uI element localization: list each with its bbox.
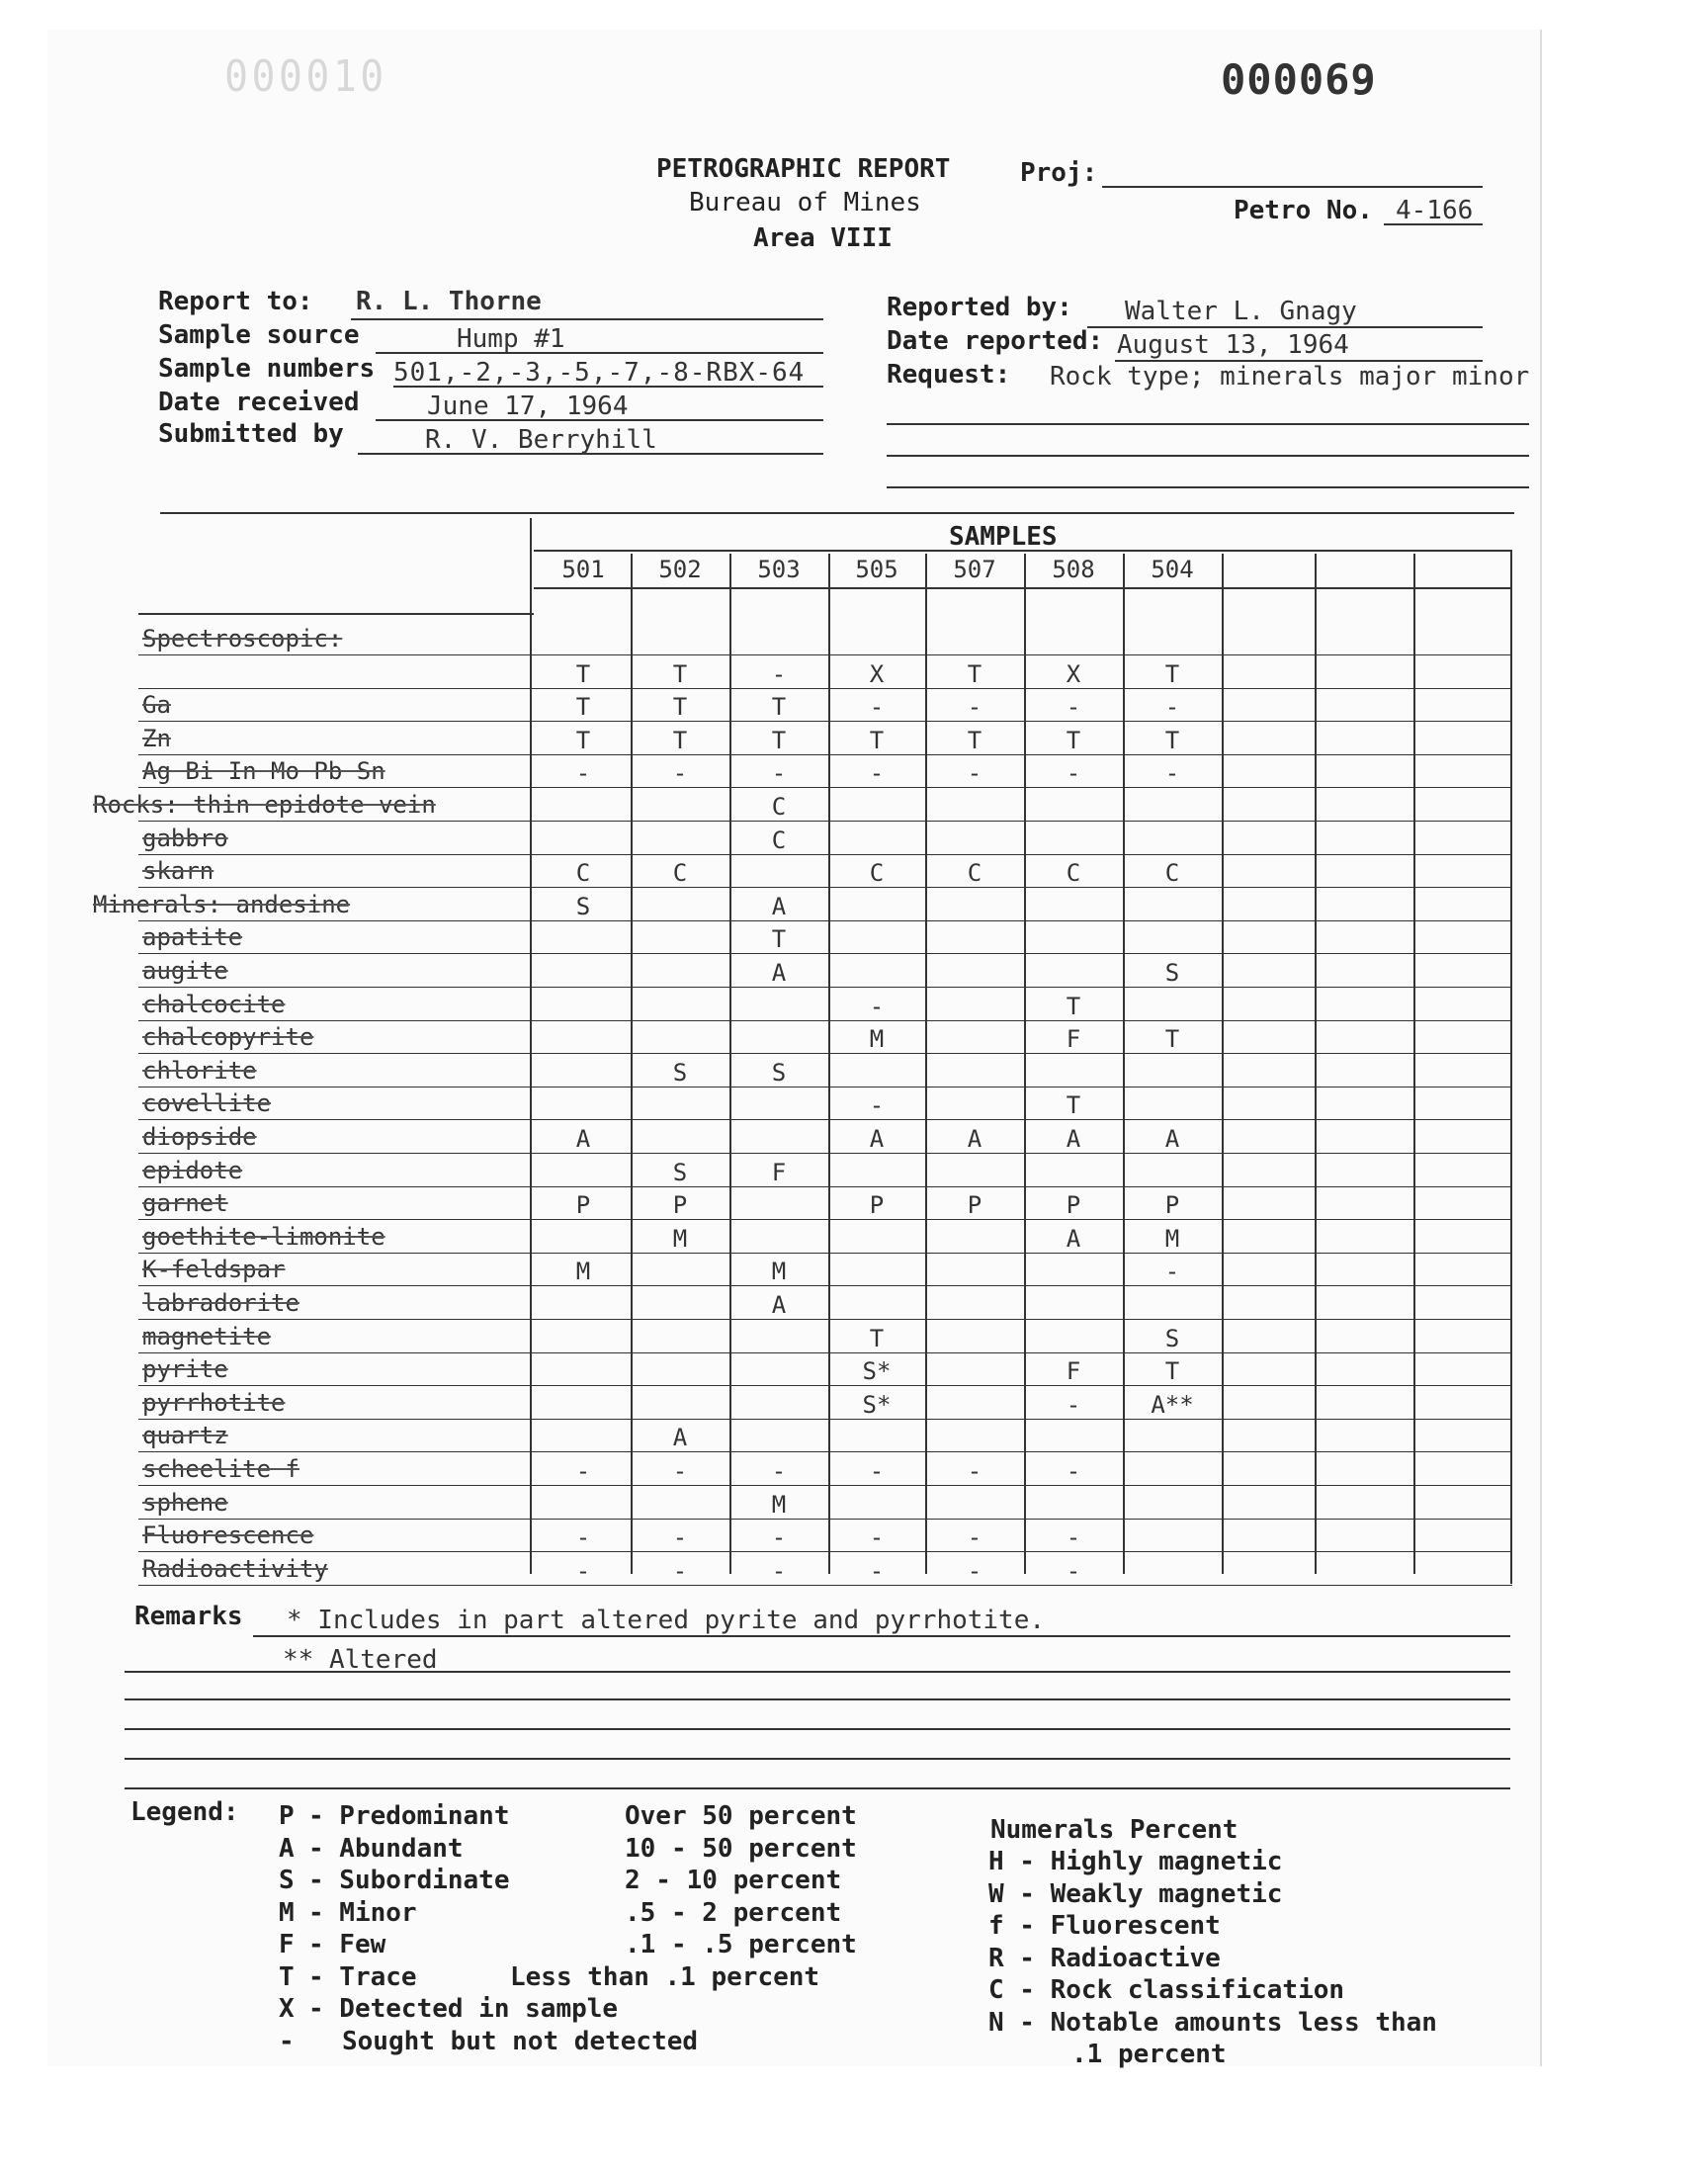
- legend-name: - Abundant: [308, 1833, 464, 1864]
- row-label: Spectroscopic:: [142, 625, 343, 652]
- column-divider: [925, 554, 927, 1574]
- table-cell: -: [672, 1556, 688, 1585]
- row-label: garnet: [142, 1189, 228, 1218]
- sample-numbers-underline: [393, 386, 823, 388]
- table-cell: C: [771, 793, 787, 821]
- date-received-underline: [376, 419, 823, 421]
- row-rule: [138, 1319, 1512, 1320]
- legend-name: - Few: [308, 1930, 386, 1959]
- table-cell: -: [1066, 1523, 1081, 1552]
- row-label: chalcopyrite: [142, 1023, 314, 1052]
- column-divider: [828, 554, 830, 1574]
- column-divider: [631, 554, 633, 1574]
- legend-name: - Minor: [308, 1897, 417, 1928]
- table-cell: -: [869, 1457, 885, 1485]
- table-cell: X: [869, 659, 885, 688]
- legend-code: P: [279, 1801, 295, 1831]
- table-cell: T: [771, 726, 787, 754]
- row-label: augite: [142, 957, 228, 985]
- legend-name: - Trace: [308, 1961, 417, 1992]
- table-cell: -: [869, 1523, 885, 1552]
- table-cell: -: [869, 693, 885, 722]
- report-to-value: R. L. Thorne: [356, 287, 542, 316]
- legend-right-title: Numerals Percent: [990, 1815, 1238, 1845]
- table-label-divider: [530, 518, 532, 1574]
- row-rule: [138, 987, 1512, 988]
- table-label-rule: [138, 613, 534, 615]
- petro-number: 4-166: [1396, 196, 1474, 225]
- legend-name: - Subordinate: [308, 1866, 510, 1895]
- row-label: Ga: [142, 691, 171, 720]
- legend-note: H - Highly magnetic: [988, 1847, 1283, 1876]
- row-label: gabbro: [142, 824, 228, 852]
- row-rule: [138, 1419, 1512, 1420]
- table-cell: M: [672, 1224, 688, 1253]
- column-header: 505: [855, 556, 898, 583]
- table-cell: T: [1066, 726, 1081, 754]
- column-divider: [1315, 554, 1317, 1574]
- table-cell: T: [575, 659, 591, 688]
- legend-label: Legend:: [130, 1797, 239, 1827]
- table-cell: T: [1164, 1025, 1180, 1054]
- row-rule: [138, 1551, 1512, 1552]
- row-rule: [138, 1253, 1512, 1254]
- column-divider: [1413, 554, 1415, 1574]
- table-cell: C: [575, 859, 591, 888]
- table-cell: -: [771, 1457, 787, 1485]
- table-cell: M: [771, 1490, 787, 1519]
- table-cell: -: [672, 1523, 688, 1552]
- column-header: 507: [953, 556, 996, 583]
- table-cell: A: [575, 1125, 591, 1153]
- table-cell: A: [771, 892, 787, 920]
- table-cell: C: [1066, 859, 1081, 888]
- row-rule: [138, 821, 1512, 822]
- sample-numbers-value: 501,-2,-3,-5,-7,-8-RBX-64: [393, 358, 806, 388]
- row-label: Ag Bi In Mo Pb Sn: [142, 757, 385, 786]
- legend-range: .1 - .5 percent: [625, 1930, 857, 1959]
- remarks-line-2: ** Altered: [283, 1645, 438, 1675]
- reported-by-value: Walter L. Gnagy: [1125, 297, 1357, 326]
- row-rule: [138, 654, 1512, 655]
- row-label: K-feldspar: [142, 1256, 286, 1284]
- table-cell: F: [1066, 1357, 1081, 1386]
- legend-range: Over 50 percent: [625, 1801, 857, 1831]
- table-cell: A: [1164, 1125, 1180, 1153]
- remarks-underline-5: [125, 1758, 1510, 1760]
- table-cell: -: [1066, 693, 1081, 722]
- petro-label: Petro No.: [1234, 196, 1373, 225]
- petro-underline: [1384, 223, 1483, 225]
- table-cell: T: [967, 659, 982, 688]
- row-rule: [138, 1385, 1512, 1386]
- table-cell: -: [1066, 1556, 1081, 1585]
- table-cell: T: [1164, 726, 1180, 754]
- table-cell: -: [771, 1556, 787, 1585]
- table-cell: M: [771, 1258, 787, 1286]
- row-label: epidote: [142, 1156, 243, 1184]
- row-label: goethite-limonite: [142, 1222, 385, 1251]
- row-rule: [138, 1153, 1512, 1154]
- proj-label: Proj:: [1020, 158, 1098, 188]
- legend-code: X: [279, 1994, 295, 2024]
- table-cell: -: [967, 759, 982, 788]
- table-cell: M: [869, 1025, 885, 1054]
- table-cell: -: [1066, 759, 1081, 788]
- date-reported-value: August 13, 1964: [1117, 330, 1349, 360]
- legend-note: .1 percent: [1071, 2040, 1227, 2069]
- row-label: Zn: [142, 724, 171, 752]
- remarks-underline-6: [125, 1787, 1510, 1789]
- page-stamp-right: 000069: [1221, 55, 1377, 104]
- page-stamp-left: 000010: [224, 51, 387, 102]
- sample-numbers-label: Sample numbers: [158, 354, 376, 384]
- row-rule: [138, 754, 1512, 755]
- table-cell: A**: [1151, 1390, 1194, 1419]
- column-divider: [729, 554, 731, 1574]
- submitted-by-value: R. V. Berryhill: [425, 425, 657, 455]
- table-cell: -: [1164, 1258, 1180, 1286]
- table-cell: M: [1164, 1224, 1180, 1253]
- table-cell: C: [771, 826, 787, 854]
- row-label: Radioactivity: [142, 1554, 328, 1583]
- legend-range: 2 - 10 percent: [625, 1866, 842, 1895]
- org-name: Bureau of Mines: [689, 188, 921, 218]
- legend-name: Sought but not detected: [342, 2026, 699, 2056]
- row-label: covellite: [142, 1089, 272, 1118]
- legend-code: S: [279, 1866, 295, 1895]
- table-cell: C: [869, 859, 885, 888]
- table-cell: -: [1066, 1457, 1081, 1485]
- table-cell: T: [575, 693, 591, 722]
- table-cell: S*: [862, 1357, 892, 1386]
- table-cell: P: [672, 1191, 688, 1220]
- legend-code: M: [279, 1897, 295, 1928]
- table-cell: A: [771, 1291, 787, 1319]
- legend-code: F: [279, 1930, 295, 1959]
- table-cell: T: [672, 693, 688, 722]
- submitted-by-label: Submitted by: [158, 419, 344, 449]
- reported-by-label: Reported by:: [887, 293, 1072, 322]
- table-cell: -: [869, 759, 885, 788]
- table-cell: -: [869, 992, 885, 1020]
- row-label: pyrite: [142, 1355, 228, 1384]
- sample-source-label: Sample source: [158, 320, 360, 350]
- area-name: Area VIII: [753, 223, 893, 253]
- submitted-by-underline: [358, 453, 823, 455]
- table-cell: S*: [862, 1390, 892, 1419]
- table-cell: T: [672, 726, 688, 754]
- row-label: scheelite f: [142, 1455, 299, 1483]
- row-rule: [138, 887, 1512, 888]
- table-cell: C: [967, 859, 982, 888]
- row-label: chalcocite: [142, 990, 286, 1018]
- table-cell: -: [967, 693, 982, 722]
- proj-underline: [1102, 186, 1483, 188]
- table-cell: -: [771, 759, 787, 788]
- legend-name: - Predominant: [308, 1801, 510, 1831]
- row-label: Rocks: thin epidote vein: [93, 791, 436, 819]
- column-header: 501: [561, 556, 605, 583]
- date-received-value: June 17, 1964: [427, 392, 629, 421]
- table-cell: T: [1164, 659, 1180, 688]
- table-cell: S: [771, 1058, 787, 1087]
- row-label: Fluorescence: [142, 1522, 314, 1550]
- legend-code: A: [279, 1833, 295, 1864]
- report-to-underline: [351, 318, 823, 320]
- table-cell: M: [575, 1258, 591, 1286]
- row-rule: [138, 787, 1512, 788]
- column-divider: [1024, 554, 1026, 1574]
- column-header: 503: [757, 556, 801, 583]
- request-line-3: [887, 455, 1529, 457]
- table-cell: P: [1164, 1191, 1180, 1220]
- table-cell: C: [1164, 859, 1180, 888]
- table-cell: T: [1164, 1357, 1180, 1386]
- row-rule: [138, 1053, 1512, 1054]
- table-cell: F: [771, 1158, 787, 1186]
- table-cell: P: [575, 1191, 591, 1220]
- table-cell: T: [672, 659, 688, 688]
- table-cell: -: [967, 1523, 982, 1552]
- row-rule: [138, 688, 1512, 689]
- table-cell: -: [575, 1457, 591, 1485]
- date-received-label: Date received: [158, 388, 360, 417]
- table-cell: F: [1066, 1025, 1081, 1054]
- table-cell: -: [672, 1457, 688, 1485]
- row-label: skarn: [142, 857, 214, 886]
- report-title: PETROGRAPHIC REPORT: [656, 154, 951, 184]
- row-label: Minerals: andesine: [93, 890, 351, 918]
- table-right-border: [1510, 550, 1512, 1584]
- table-cell: -: [771, 1523, 787, 1552]
- table-cell: -: [575, 1556, 591, 1585]
- column-divider: [1123, 554, 1125, 1574]
- row-rule: [138, 854, 1512, 855]
- legend-note: N - Notable amounts less than: [988, 2007, 1437, 2038]
- table-cell: A: [1066, 1224, 1081, 1253]
- row-label: quartz: [142, 1422, 228, 1450]
- table-cell: S: [672, 1158, 688, 1186]
- row-rule: [138, 953, 1512, 954]
- table-cell: -: [869, 1091, 885, 1120]
- legend-code: -: [279, 2026, 295, 2056]
- sample-source-underline: [376, 352, 823, 354]
- row-rule: [138, 1020, 1512, 1021]
- table-cell: T: [967, 726, 982, 754]
- table-cell: X: [1066, 659, 1081, 688]
- request-value: Rock type; minerals major minor: [1050, 362, 1530, 392]
- table-cell: -: [575, 1523, 591, 1552]
- table-cell: T: [1066, 1091, 1081, 1120]
- table-cell: T: [771, 925, 787, 954]
- table-cell: -: [967, 1556, 982, 1585]
- sample-source-value: Hump #1: [457, 324, 565, 354]
- table-cell: A: [672, 1424, 688, 1452]
- legend-note: f - Fluorescent: [988, 1911, 1221, 1941]
- table-cell: P: [1066, 1191, 1081, 1220]
- table-cell: A: [967, 1125, 982, 1153]
- table-cell: -: [672, 759, 688, 788]
- table-cell: T: [1066, 992, 1081, 1020]
- table-top-rule: [534, 550, 1512, 552]
- row-rule: [138, 1585, 1512, 1586]
- samples-header: SAMPLES: [949, 522, 1058, 552]
- row-label: sphene: [142, 1488, 228, 1517]
- row-rule: [138, 1119, 1512, 1120]
- table-cell: -: [1164, 693, 1180, 722]
- table-cell: P: [967, 1191, 982, 1220]
- table-cell: S: [1164, 959, 1180, 987]
- row-rule: [138, 1451, 1512, 1452]
- row-rule: [138, 1219, 1512, 1220]
- table-cell: A: [869, 1125, 885, 1153]
- legend-code: T: [279, 1961, 295, 1992]
- report-to-label: Report to:: [158, 287, 313, 316]
- row-label: pyrrhotite: [142, 1388, 286, 1417]
- column-divider: [1222, 554, 1224, 1574]
- legend-range: 10 - 50 percent: [625, 1833, 857, 1864]
- request-label: Request:: [887, 360, 1011, 390]
- table-cell: -: [575, 759, 591, 788]
- table-cell: T: [869, 1324, 885, 1352]
- legend-note: W - Weakly magnetic: [988, 1878, 1283, 1909]
- legend-name: - Detected in sample: [308, 1994, 619, 2024]
- row-label: chlorite: [142, 1056, 257, 1085]
- date-reported-label: Date reported:: [887, 326, 1104, 356]
- legend-range: Less than .1 percent: [510, 1961, 820, 1992]
- request-line-2: [887, 423, 1529, 425]
- remarks-label: Remarks: [134, 1602, 243, 1631]
- table-cell: -: [1066, 1390, 1081, 1419]
- row-label: apatite: [142, 923, 243, 952]
- remarks-underline-2: [125, 1671, 1510, 1673]
- table-cell: S: [1164, 1324, 1180, 1352]
- row-label: diopside: [142, 1123, 257, 1151]
- table-cell: -: [869, 1556, 885, 1585]
- column-header: 508: [1052, 556, 1095, 583]
- row-rule: [138, 721, 1512, 722]
- section-divider: [160, 512, 1514, 514]
- row-rule: [138, 1087, 1512, 1088]
- table-cell: A: [771, 959, 787, 987]
- table-cell: T: [771, 693, 787, 722]
- legend-note: C - Rock classification: [988, 1975, 1345, 2005]
- table-cell: S: [575, 892, 591, 920]
- column-header: 502: [658, 556, 702, 583]
- remarks-line-1: * Includes in part altered pyrite and pyrrhotite.: [287, 1606, 1046, 1635]
- row-label: labradorite: [142, 1289, 299, 1317]
- reported-by-underline: [1087, 326, 1483, 328]
- remarks-underline-3: [125, 1698, 1510, 1700]
- remarks-underline-4: [125, 1728, 1510, 1730]
- table-cell: -: [771, 659, 787, 688]
- row-label: magnetite: [142, 1322, 272, 1350]
- row-rule: [138, 1352, 1512, 1353]
- row-rule: [138, 1485, 1512, 1486]
- row-rule: [138, 1285, 1512, 1286]
- request-line-4: [887, 486, 1529, 488]
- legend-note: R - Radioactive: [988, 1943, 1221, 1973]
- table-cell: A: [1066, 1125, 1081, 1153]
- table-cell: P: [869, 1191, 885, 1220]
- table-header-rule: [534, 587, 1512, 589]
- row-rule: [138, 920, 1512, 921]
- column-header: 504: [1151, 556, 1194, 583]
- table-cell: T: [575, 726, 591, 754]
- table-cell: T: [869, 726, 885, 754]
- table-cell: S: [672, 1058, 688, 1087]
- row-rule: [138, 1186, 1512, 1187]
- legend-range: .5 - 2 percent: [625, 1897, 842, 1928]
- remarks-underline-1: [253, 1635, 1510, 1637]
- table-cell: C: [672, 859, 688, 888]
- row-rule: [138, 1519, 1512, 1520]
- table-cell: -: [1164, 759, 1180, 788]
- table-cell: -: [967, 1457, 982, 1485]
